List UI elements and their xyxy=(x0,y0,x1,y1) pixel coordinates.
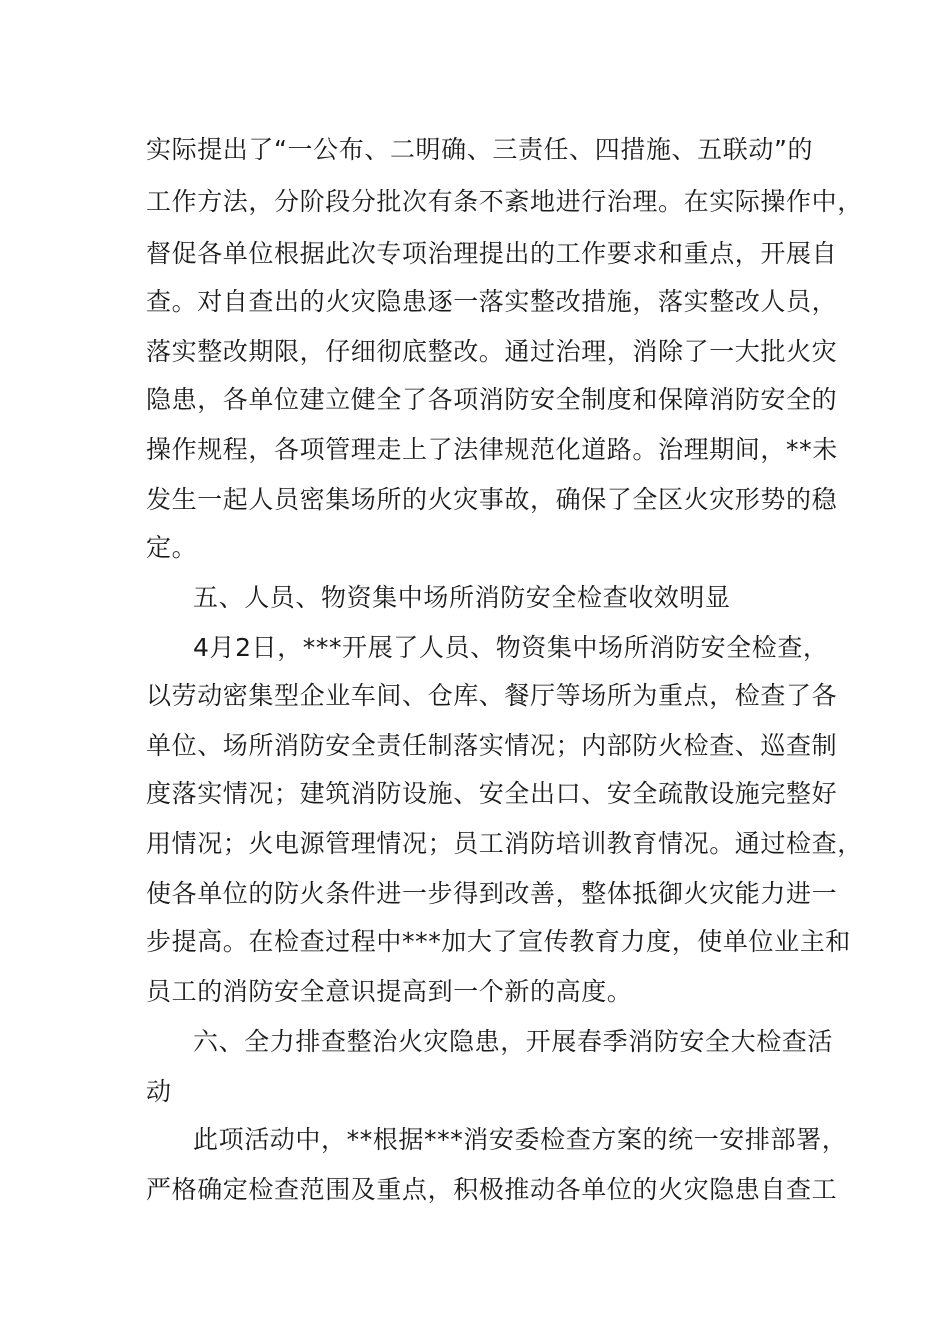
body-text-line: 查。对自查出的火灾隐患逐一落实整改措施，落实整改人员， xyxy=(146,287,838,316)
body-text-line: 度落实情况；建筑消防设施、安全出口、安全疏散设施完整好 xyxy=(146,779,838,808)
section-heading-5: 五、人员、物资集中场所消防安全检查收效明显 xyxy=(193,583,731,612)
body-text-line: 严格确定检查范围及重点，积极推动各单位的火灾隐患自查工 xyxy=(146,1175,838,1204)
body-text-line: 步提高。在检查过程中***加大了宣传教育力度，使单位业主和 xyxy=(146,927,851,956)
body-text-line: 落实整改期限，仔细彻底整改。通过治理，消除了一大批火灾 xyxy=(146,337,838,366)
body-text-line: 4月2日，***开展了人员、物资集中场所消防安全检查， xyxy=(193,633,829,662)
section-heading-6-continued: 动 xyxy=(146,1077,172,1106)
body-text-line: 操作规程，各项管理走上了法律规范化道路。治理期间，**未 xyxy=(146,435,838,464)
body-text-line: 工作方法，分阶段分批次有条不紊地进行治理。在实际操作中， xyxy=(146,187,863,216)
body-text-line: 定。 xyxy=(146,533,198,562)
body-text-line: 单位、场所消防安全责任制落实情况；内部防火检查、巡查制 xyxy=(146,731,838,760)
body-text-line: 督促各单位根据此次专项治理提出的工作要求和重点，开展自 xyxy=(146,239,838,268)
body-text-line: 用情况；火电源管理情况；员工消防培训教育情况。通过检查， xyxy=(146,829,863,858)
body-text-line: 此项活动中，**根据***消安委检查方案的统一安排部署， xyxy=(193,1125,848,1154)
body-text-line: 使各单位的防火条件进一步得到改善，整体抵御火灾能力进一 xyxy=(146,879,838,908)
body-text-line: 以劳动密集型企业车间、仓库、餐厅等场所为重点，检查了各 xyxy=(146,681,838,710)
section-heading-6: 六、全力排查整治火灾隐患，开展春季消防安全大检查活 xyxy=(193,1027,834,1056)
body-text-line: 员工的消防安全意识提高到一个新的高度。 xyxy=(146,977,633,1006)
body-text-line: 实际提出了“一公布、二明确、三责任、四措施、五联动”的 xyxy=(146,135,814,164)
body-text-line: 隐患，各单位建立健全了各项消防安全制度和保障消防安全的 xyxy=(146,385,838,414)
body-text-line: 发生一起人员密集场所的火灾事故，确保了全区火灾形势的稳 xyxy=(146,485,838,514)
